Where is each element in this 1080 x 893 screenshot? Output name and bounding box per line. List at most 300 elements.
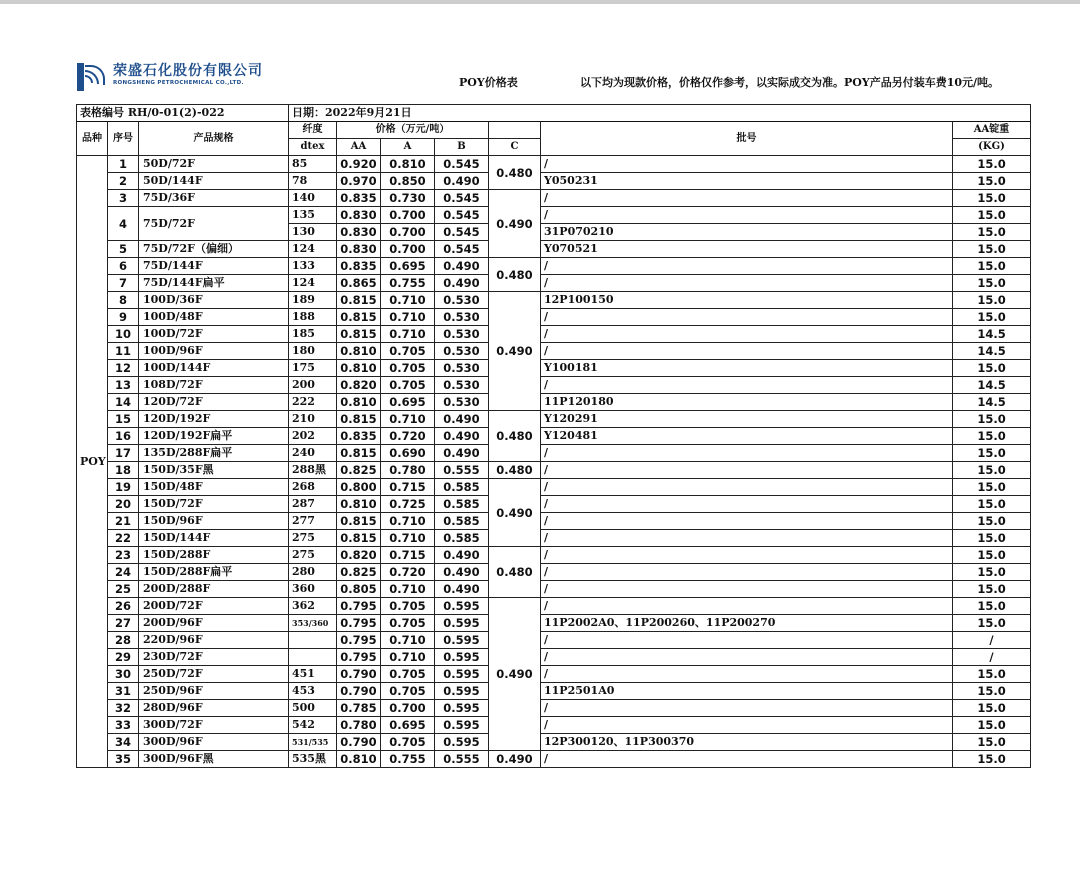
price-a-cell: 0.710: [381, 530, 435, 547]
table-row: [77, 683, 1031, 700]
price-b-cell: 0.490: [435, 581, 489, 598]
table-row: [77, 598, 1031, 615]
weight-cell: 15.0: [953, 207, 1031, 224]
table-row: [77, 377, 1031, 394]
price-c-cell: 0.490: [489, 190, 541, 258]
spec-cell: 150D/35F黑: [139, 462, 289, 479]
price-aa-cell: 0.815: [337, 530, 381, 547]
price-b-cell: 0.585: [435, 513, 489, 530]
price-c-cell: 0.490: [489, 751, 541, 768]
price-a-cell: 0.705: [381, 615, 435, 632]
table-row: [77, 581, 1031, 598]
batch-cell: /: [541, 496, 953, 513]
seq-cell: 26: [108, 598, 139, 615]
seq-cell: 11: [108, 343, 139, 360]
table-row: [77, 411, 1031, 428]
dtex-cell: 189: [289, 292, 337, 309]
header-row-1: [77, 122, 1031, 139]
seq-cell: 31: [108, 683, 139, 700]
price-a-cell: 0.710: [381, 411, 435, 428]
spec-cell: 75D/72F: [139, 207, 289, 241]
weight-cell: 15.0: [953, 683, 1031, 700]
dtex-cell: 288黑: [289, 462, 337, 479]
weight-cell: 15.0: [953, 173, 1031, 190]
batch-cell: /: [541, 530, 953, 547]
price-aa-cell: 0.790: [337, 683, 381, 700]
batch-cell: Y050231: [541, 173, 953, 190]
seq-cell: 34: [108, 734, 139, 751]
price-b-cell: 0.595: [435, 615, 489, 632]
spec-cell: 100D/36F: [139, 292, 289, 309]
dtex-cell: 240: [289, 445, 337, 462]
batch-cell: /: [541, 581, 953, 598]
weight-cell: 15.0: [953, 598, 1031, 615]
weight-cell: 15.0: [953, 292, 1031, 309]
table-row: [77, 734, 1031, 751]
spec-cell: 150D/48F: [139, 479, 289, 496]
price-aa-cell: 0.805: [337, 581, 381, 598]
batch-cell: /: [541, 649, 953, 666]
seq-cell: 25: [108, 581, 139, 598]
seq-cell: 15: [108, 411, 139, 428]
price-a-cell: 0.720: [381, 564, 435, 581]
price-aa-cell: 0.835: [337, 258, 381, 275]
dtex-cell: 451: [289, 666, 337, 683]
price-c-cell: 0.480: [489, 462, 541, 479]
batch-cell: 11P120180: [541, 394, 953, 411]
weight-cell: 15.0: [953, 547, 1031, 564]
seq-cell: 12: [108, 360, 139, 377]
seq-cell: 29: [108, 649, 139, 666]
price-b-cell: 0.545: [435, 156, 489, 173]
batch-cell: /: [541, 377, 953, 394]
table-row: [77, 700, 1031, 717]
weight-cell: 15.0: [953, 564, 1031, 581]
weight-cell: 15.0: [953, 190, 1031, 207]
price-a-cell: 0.705: [381, 360, 435, 377]
price-a-cell: 0.810: [381, 156, 435, 173]
price-a-cell: 0.710: [381, 513, 435, 530]
seq-cell: 16: [108, 428, 139, 445]
spec-cell: 100D/48F: [139, 309, 289, 326]
price-b-cell: 0.595: [435, 717, 489, 734]
company-name-en: RONGSHENG PETROCHEMICAL CO.,LTD.: [113, 80, 244, 86]
price-b-cell: 0.555: [435, 462, 489, 479]
price-b-cell: 0.595: [435, 598, 489, 615]
weight-cell: 15.0: [953, 411, 1031, 428]
batch-cell: /: [541, 275, 953, 292]
seq-cell: 19: [108, 479, 139, 496]
weight-cell: 15.0: [953, 258, 1031, 275]
price-b-cell: 0.585: [435, 479, 489, 496]
price-a-cell: 0.705: [381, 683, 435, 700]
price-a-cell: 0.700: [381, 241, 435, 258]
spec-cell: 135D/288F扁平: [139, 445, 289, 462]
price-aa-cell: 0.865: [337, 275, 381, 292]
price-note: 以下均为现款价格，价格仅作参考，以实际成交为准。POY产品另付装车费10元/吨。: [580, 76, 1000, 89]
seq-cell: 22: [108, 530, 139, 547]
price-b-cell: 0.545: [435, 190, 489, 207]
logo-mark-icon: [77, 63, 107, 91]
weight-cell: 15.0: [953, 224, 1031, 241]
price-aa-cell: 0.810: [337, 394, 381, 411]
spec-cell: 120D/192F: [139, 411, 289, 428]
spec-cell: 75D/72F（偏细）: [139, 241, 289, 258]
batch-cell: /: [541, 207, 953, 224]
table-row: [77, 326, 1031, 343]
table-row: [77, 666, 1031, 683]
batch-cell: /: [541, 326, 953, 343]
price-aa-cell: 0.815: [337, 309, 381, 326]
seq-cell: 24: [108, 564, 139, 581]
table-row: [77, 564, 1031, 581]
seq-cell: 27: [108, 615, 139, 632]
price-a-cell: 0.755: [381, 275, 435, 292]
dtex-cell: [289, 649, 337, 666]
batch-cell: /: [541, 564, 953, 581]
variety-cell: POY: [77, 156, 108, 768]
weight-cell: 15.0: [953, 581, 1031, 598]
spec-cell: 50D/72F: [139, 156, 289, 173]
price-aa-cell: 0.810: [337, 751, 381, 768]
dtex-cell: 202: [289, 428, 337, 445]
weight-cell: 14.5: [953, 377, 1031, 394]
batch-cell: 11P2501A0: [541, 683, 953, 700]
weight-cell: 15.0: [953, 275, 1031, 292]
dtex-cell: 542: [289, 717, 337, 734]
batch-cell: /: [541, 343, 953, 360]
price-aa-cell: 0.790: [337, 734, 381, 751]
price-a-cell: 0.710: [381, 649, 435, 666]
price-c-cell: 0.480: [489, 411, 541, 462]
price-a-cell: 0.700: [381, 207, 435, 224]
dtex-cell: 180: [289, 343, 337, 360]
price-aa-cell: 0.785: [337, 700, 381, 717]
seq-cell: 14: [108, 394, 139, 411]
batch-cell: /: [541, 632, 953, 649]
seq-cell: 1: [108, 156, 139, 173]
price-aa-cell: 0.970: [337, 173, 381, 190]
price-b-cell: 0.490: [435, 547, 489, 564]
table-row: [77, 343, 1031, 360]
weight-cell: 14.5: [953, 326, 1031, 343]
dtex-cell: 353/360: [289, 615, 337, 632]
price-a-cell: 0.705: [381, 343, 435, 360]
price-a-cell: 0.690: [381, 445, 435, 462]
spec-cell: 120D/192F扁平: [139, 428, 289, 445]
company-logo: [77, 63, 263, 93]
price-a-cell: 0.850: [381, 173, 435, 190]
price-a-cell: 0.705: [381, 598, 435, 615]
table-row: [77, 717, 1031, 734]
header-fineness: 纤度: [289, 122, 337, 139]
table-row: [77, 207, 1031, 224]
batch-cell: /: [541, 700, 953, 717]
table-row: [77, 479, 1031, 496]
price-b-cell: 0.545: [435, 207, 489, 224]
dtex-cell: 287: [289, 496, 337, 513]
batch-cell: Y100181: [541, 360, 953, 377]
table-row: [77, 241, 1031, 258]
table-row: [77, 394, 1031, 411]
price-aa-cell: 0.820: [337, 547, 381, 564]
price-aa-cell: 0.815: [337, 326, 381, 343]
batch-cell: /: [541, 717, 953, 734]
spec-cell: 120D/72F: [139, 394, 289, 411]
weight-cell: 15.0: [953, 156, 1031, 173]
price-b-cell: 0.490: [435, 428, 489, 445]
price-aa-cell: 0.810: [337, 360, 381, 377]
price-aa-cell: 0.815: [337, 513, 381, 530]
table-row: [77, 309, 1031, 326]
seq-cell: 32: [108, 700, 139, 717]
dtex-cell: 78: [289, 173, 337, 190]
price-a-cell: 0.710: [381, 292, 435, 309]
seq-cell: 33: [108, 717, 139, 734]
price-a-cell: 0.715: [381, 479, 435, 496]
price-a-cell: 0.695: [381, 717, 435, 734]
table-row: [77, 258, 1031, 275]
spec-cell: 150D/144F: [139, 530, 289, 547]
price-c-cell: 0.480: [489, 547, 541, 598]
price-b-cell: 0.530: [435, 377, 489, 394]
price-a-cell: 0.755: [381, 751, 435, 768]
price-b-cell: 0.490: [435, 258, 489, 275]
price-b-cell: 0.490: [435, 173, 489, 190]
header-price-group: 价格（万元/吨）: [337, 122, 489, 139]
spec-cell: 250D/96F: [139, 683, 289, 700]
price-b-cell: 0.490: [435, 275, 489, 292]
header-grade-a: A: [381, 139, 435, 156]
price-a-cell: 0.705: [381, 734, 435, 751]
price-aa-cell: 0.920: [337, 156, 381, 173]
weight-cell: 14.5: [953, 394, 1031, 411]
price-b-cell: 0.595: [435, 632, 489, 649]
batch-cell: /: [541, 258, 953, 275]
batch-cell: /: [541, 547, 953, 564]
price-b-cell: 0.595: [435, 734, 489, 751]
seq-cell: 8: [108, 292, 139, 309]
price-b-cell: 0.530: [435, 326, 489, 343]
seq-cell: 7: [108, 275, 139, 292]
dtex-cell: 130: [289, 224, 337, 241]
spec-cell: 300D/96F: [139, 734, 289, 751]
price-b-cell: 0.595: [435, 666, 489, 683]
spec-cell: 108D/72F: [139, 377, 289, 394]
batch-cell: 12P100150: [541, 292, 953, 309]
header-dtex: dtex: [289, 139, 337, 156]
spec-cell: 250D/72F: [139, 666, 289, 683]
price-aa-cell: 0.810: [337, 343, 381, 360]
price-c-cell: 0.480: [489, 156, 541, 190]
dtex-cell: 277: [289, 513, 337, 530]
price-aa-cell: 0.835: [337, 190, 381, 207]
spec-cell: 200D/72F: [139, 598, 289, 615]
price-b-cell: 0.490: [435, 411, 489, 428]
price-aa-cell: 0.795: [337, 598, 381, 615]
batch-cell: Y120291: [541, 411, 953, 428]
spec-cell: 150D/288F扁平: [139, 564, 289, 581]
price-aa-cell: 0.780: [337, 717, 381, 734]
weight-cell: 15.0: [953, 496, 1031, 513]
spec-cell: 220D/96F: [139, 632, 289, 649]
price-a-cell: 0.695: [381, 394, 435, 411]
spec-cell: 300D/72F: [139, 717, 289, 734]
seq-cell: 35: [108, 751, 139, 768]
table-row: [77, 156, 1031, 173]
dtex-cell: [289, 632, 337, 649]
price-a-cell: 0.710: [381, 581, 435, 598]
price-a-cell: 0.710: [381, 326, 435, 343]
spec-cell: 150D/288F: [139, 547, 289, 564]
weight-cell: 15.0: [953, 700, 1031, 717]
batch-cell: 12P300120、11P300370: [541, 734, 953, 751]
table-row: [77, 615, 1031, 632]
price-b-cell: 0.530: [435, 360, 489, 377]
dtex-cell: 188: [289, 309, 337, 326]
seq-cell: 5: [108, 241, 139, 258]
dtex-cell: 200: [289, 377, 337, 394]
dtex-cell: 362: [289, 598, 337, 615]
price-a-cell: 0.715: [381, 547, 435, 564]
batch-cell: /: [541, 666, 953, 683]
seq-cell: 10: [108, 326, 139, 343]
dtex-cell: 133: [289, 258, 337, 275]
dtex-cell: 500: [289, 700, 337, 717]
spec-cell: 50D/144F: [139, 173, 289, 190]
seq-cell: 13: [108, 377, 139, 394]
table-row: [77, 513, 1031, 530]
table-row: [77, 190, 1031, 207]
table-row: [77, 292, 1031, 309]
weight-cell: 15.0: [953, 241, 1031, 258]
price-aa-cell: 0.810: [337, 496, 381, 513]
seq-cell: 30: [108, 666, 139, 683]
weight-cell: 15.0: [953, 360, 1031, 377]
price-b-cell: 0.530: [435, 309, 489, 326]
price-a-cell: 0.705: [381, 377, 435, 394]
seq-cell: 4: [108, 207, 139, 241]
weight-cell: 15.0: [953, 309, 1031, 326]
batch-cell: /: [541, 462, 953, 479]
company-name-cn: 荣盛石化股份有限公司: [113, 63, 263, 79]
price-b-cell: 0.585: [435, 530, 489, 547]
price-a-cell: 0.710: [381, 632, 435, 649]
form-number: 表格编号 RH/0-01(2)-022: [77, 105, 289, 122]
batch-cell: /: [541, 751, 953, 768]
batch-cell: /: [541, 598, 953, 615]
weight-cell: /: [953, 649, 1031, 666]
price-aa-cell: 0.815: [337, 411, 381, 428]
dtex-cell: 140: [289, 190, 337, 207]
dtex-cell: 222: [289, 394, 337, 411]
table-row: [77, 173, 1031, 190]
header-weight-unit: (KG): [953, 139, 1031, 156]
document-title: POY价格表: [459, 76, 518, 89]
seq-cell: 20: [108, 496, 139, 513]
seq-cell: 17: [108, 445, 139, 462]
weight-cell: 15.0: [953, 428, 1031, 445]
dtex-cell: 124: [289, 275, 337, 292]
dtex-cell: 275: [289, 547, 337, 564]
price-table: [76, 104, 1031, 768]
price-b-cell: 0.595: [435, 700, 489, 717]
header-grade-aa: AA: [337, 139, 381, 156]
price-a-cell: 0.695: [381, 258, 435, 275]
seq-cell: 2: [108, 173, 139, 190]
price-c-cell: 0.490: [489, 598, 541, 751]
dtex-cell: 124: [289, 241, 337, 258]
header-grade-c: C: [489, 139, 541, 156]
seq-cell: 9: [108, 309, 139, 326]
price-b-cell: 0.555: [435, 751, 489, 768]
header-batch: 批号: [541, 122, 953, 156]
price-a-cell: 0.700: [381, 700, 435, 717]
price-b-cell: 0.490: [435, 564, 489, 581]
spec-cell: 75D/144F扁平: [139, 275, 289, 292]
weight-cell: 15.0: [953, 615, 1031, 632]
batch-cell: Y120481: [541, 428, 953, 445]
spec-cell: 200D/96F: [139, 615, 289, 632]
weight-cell: 15.0: [953, 717, 1031, 734]
dtex-cell: 185: [289, 326, 337, 343]
price-a-cell: 0.705: [381, 666, 435, 683]
table-row: [77, 462, 1031, 479]
price-b-cell: 0.585: [435, 496, 489, 513]
price-c-cell: 0.490: [489, 479, 541, 547]
seq-cell: 6: [108, 258, 139, 275]
batch-cell: /: [541, 156, 953, 173]
batch-cell: /: [541, 190, 953, 207]
price-aa-cell: 0.795: [337, 615, 381, 632]
meta-row: [77, 105, 1031, 122]
batch-cell: /: [541, 309, 953, 326]
price-a-cell: 0.720: [381, 428, 435, 445]
header-variety: 品种: [77, 122, 108, 156]
weight-cell: 15.0: [953, 666, 1031, 683]
price-a-cell: 0.700: [381, 224, 435, 241]
price-a-cell: 0.730: [381, 190, 435, 207]
table-row: [77, 530, 1031, 547]
price-aa-cell: 0.825: [337, 564, 381, 581]
spec-cell: 150D/72F: [139, 496, 289, 513]
seq-cell: 21: [108, 513, 139, 530]
table-row: [77, 751, 1031, 768]
price-date: 日期：2022年9月21日: [289, 105, 1031, 122]
table-row: [77, 275, 1031, 292]
price-aa-cell: 0.815: [337, 292, 381, 309]
price-b-cell: 0.545: [435, 241, 489, 258]
price-a-cell: 0.780: [381, 462, 435, 479]
spec-cell: 75D/36F: [139, 190, 289, 207]
spec-cell: 300D/96F黑: [139, 751, 289, 768]
weight-cell: 14.5: [953, 343, 1031, 360]
price-b-cell: 0.530: [435, 343, 489, 360]
dtex-cell: 453: [289, 683, 337, 700]
batch-cell: 11P2002A0、11P200260、11P200270: [541, 615, 953, 632]
price-aa-cell: 0.830: [337, 224, 381, 241]
price-aa-cell: 0.835: [337, 428, 381, 445]
dtex-cell: 275: [289, 530, 337, 547]
price-aa-cell: 0.790: [337, 666, 381, 683]
batch-cell: /: [541, 479, 953, 496]
batch-cell: /: [541, 513, 953, 530]
dtex-cell: 85: [289, 156, 337, 173]
spec-cell: 100D/144F: [139, 360, 289, 377]
dtex-cell: 535黑: [289, 751, 337, 768]
weight-cell: 15.0: [953, 513, 1031, 530]
spec-cell: 100D/72F: [139, 326, 289, 343]
